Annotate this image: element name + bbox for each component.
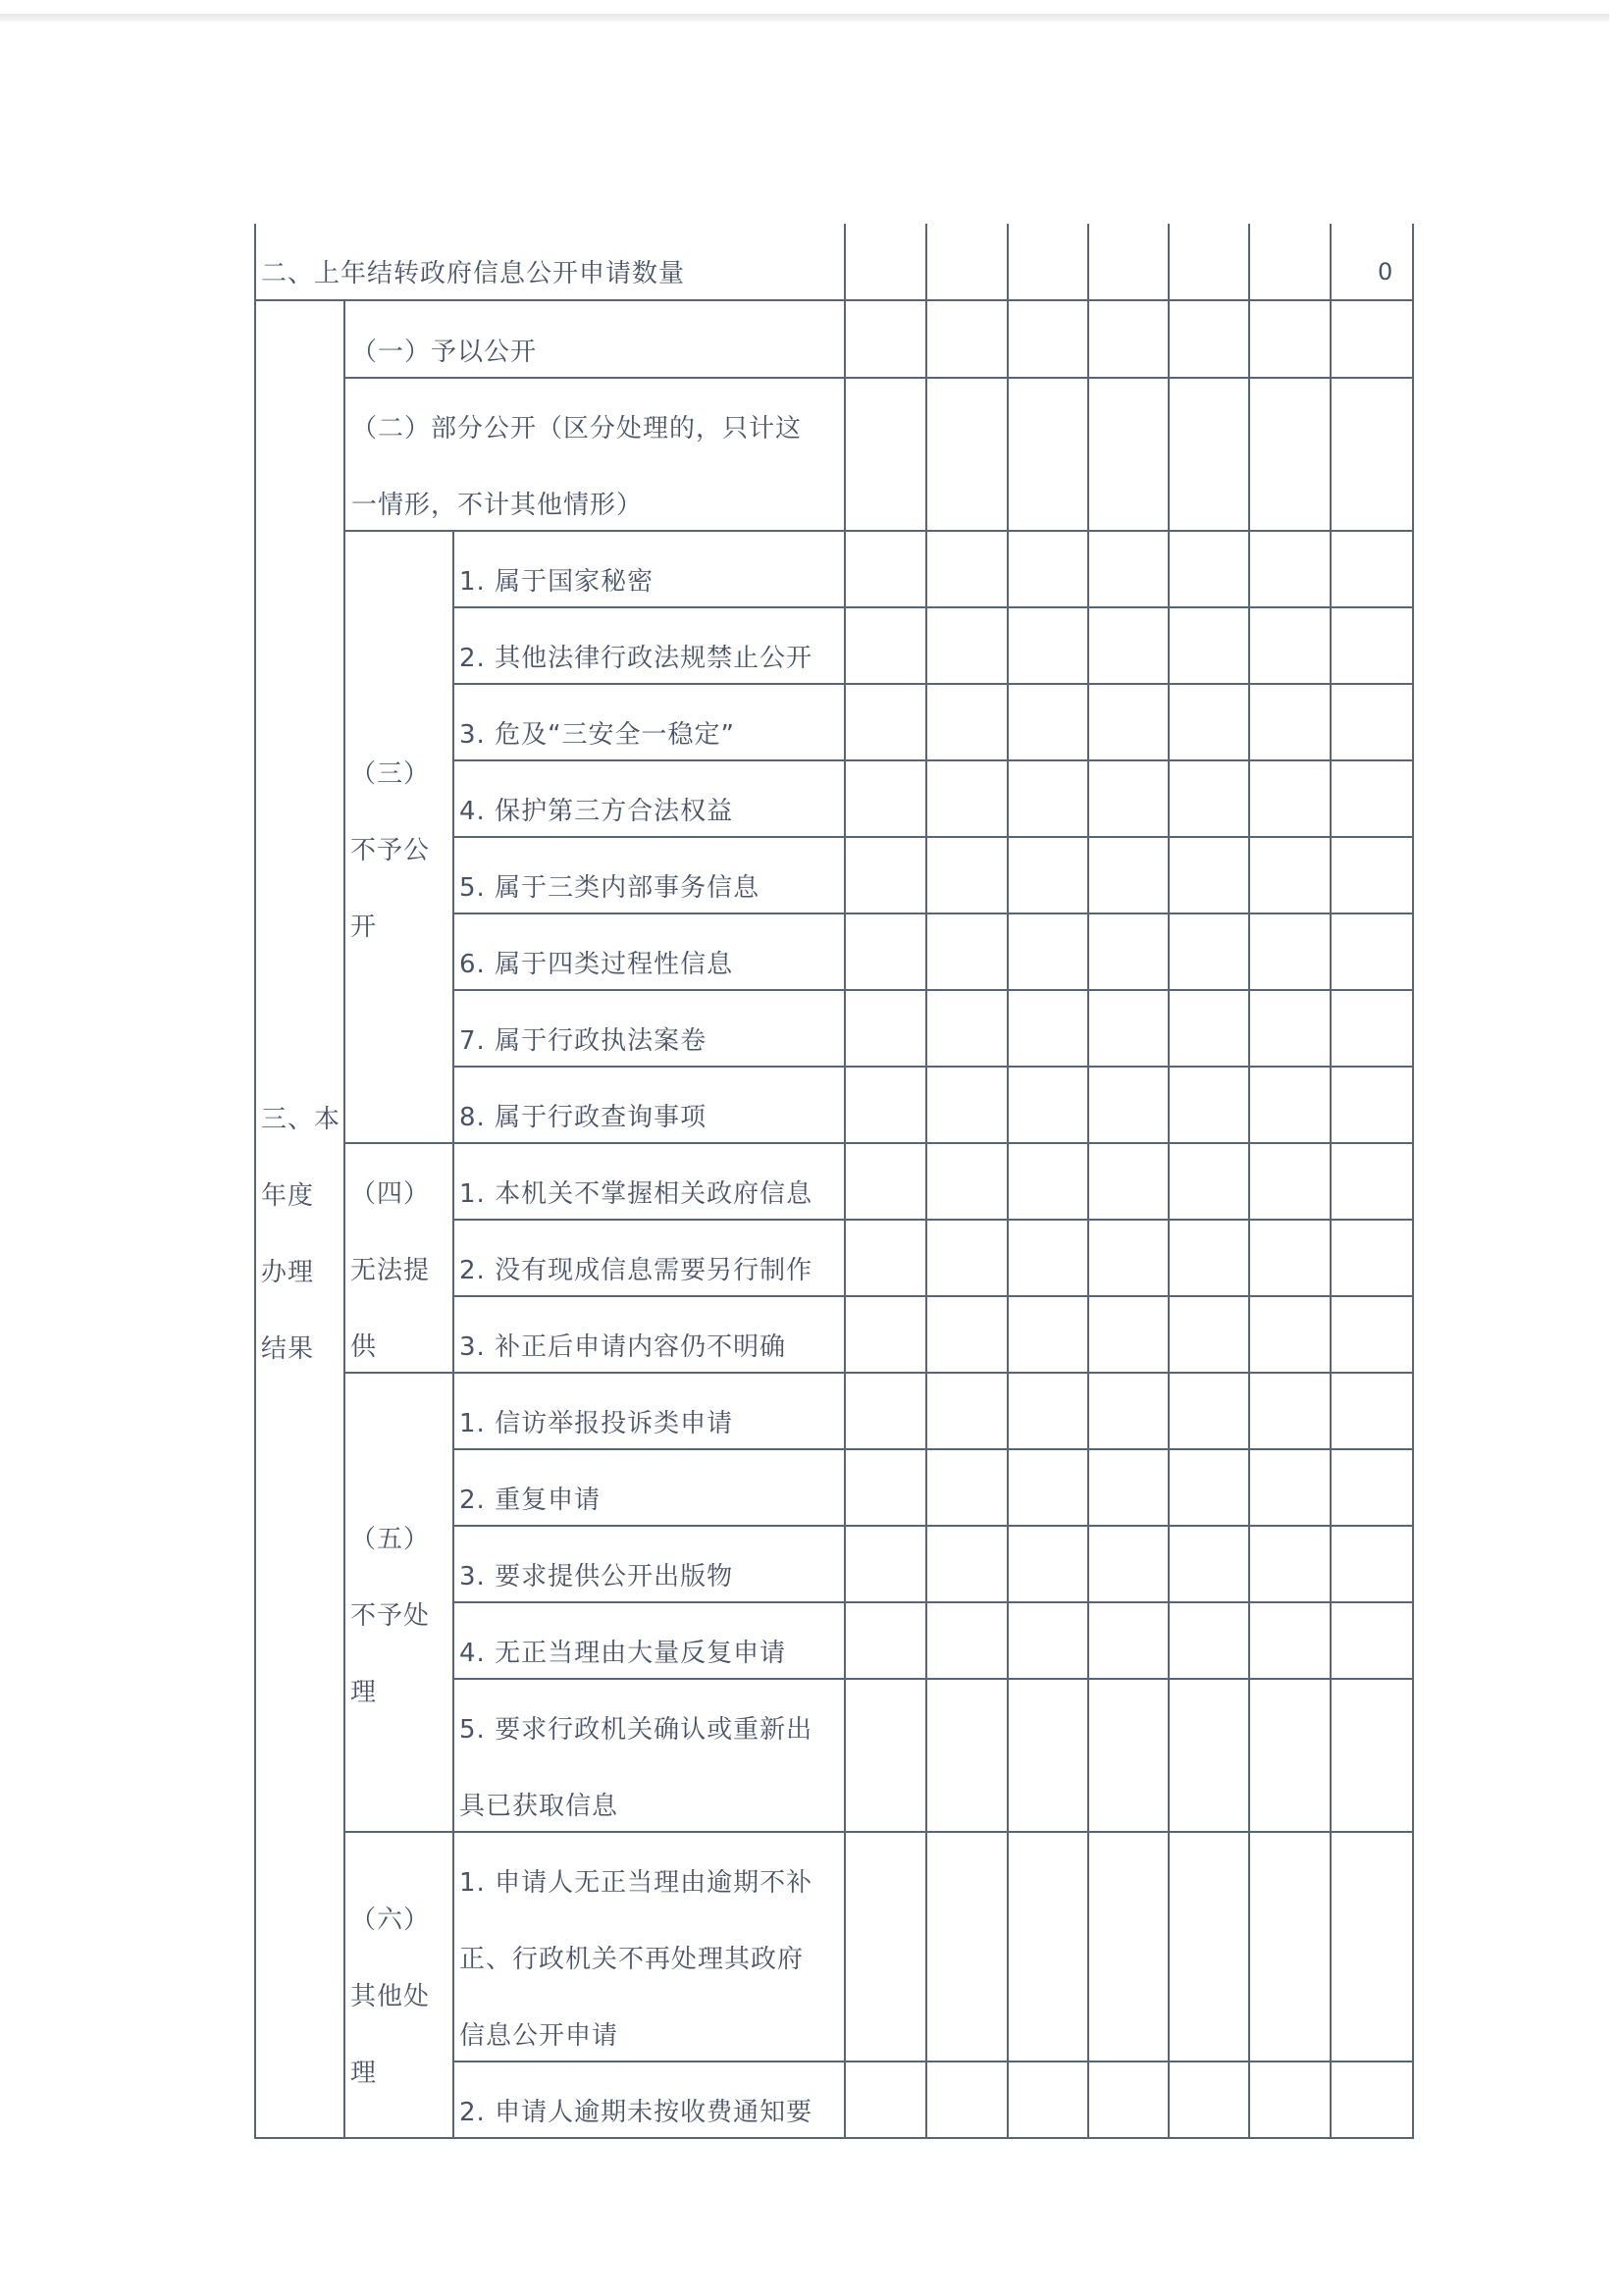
g6-item-2: 2. 申请人逾期未按收费通知要 — [459, 2098, 813, 2127]
g4-item: 1. 本机关不掌握相关政府信息 — [459, 1179, 813, 1209]
g3-item: 8. 属于行政查询事项 — [459, 1103, 707, 1132]
section3-label: 三、本 年度 办理 结果 — [261, 1105, 341, 1364]
col-line — [844, 224, 846, 2139]
col-line — [925, 224, 927, 2139]
g6-label: （六） 其他处 理 — [350, 1905, 431, 2088]
col-line — [254, 224, 256, 2139]
g1-label: （一）予以公开 — [351, 338, 538, 367]
col-line — [1330, 224, 1332, 2139]
g5-item: 2. 重复申请 — [459, 1486, 602, 1515]
g2-label: （二）部分公开（区分处理的，只计这 一情形，不计其他情形） — [351, 414, 803, 520]
g3-item: 7. 属于行政执法案卷 — [459, 1026, 707, 1056]
row-line — [254, 2137, 1414, 2139]
g5-item: 4. 无正当理由大量反复申请 — [459, 1639, 787, 1668]
g3-item: 2. 其他法律行政法规禁止公开 — [459, 644, 813, 673]
g4-label: （四） 无法提 供 — [350, 1179, 431, 1362]
col-line — [452, 530, 454, 2139]
g5-item-5: 5. 要求行政机关确认或重新出 具已获取信息 — [459, 1715, 813, 1821]
col-line — [1412, 224, 1414, 2139]
g3-label: （三） 不予公 开 — [350, 759, 431, 942]
col-line — [1007, 224, 1009, 2139]
g4-item: 2. 没有现成信息需要另行制作 — [459, 1256, 813, 1285]
col-line — [343, 299, 345, 2139]
g3-item: 5. 属于三类内部事务信息 — [459, 873, 760, 903]
carryover-value: 0 — [1378, 258, 1393, 286]
g6-item-1: 1. 申请人无正当理由逾期不补 正、行政机关不再处理其政府 信息公开申请 — [459, 1868, 813, 2051]
col-line — [1248, 224, 1250, 2139]
g3-item: 3. 危及“三安全一稳定” — [459, 720, 736, 750]
g5-label: （五） 不予处 理 — [350, 1525, 431, 1707]
scan-edge — [0, 14, 1609, 22]
g5-item: 3. 要求提供公开出版物 — [459, 1562, 734, 1592]
g4-item: 3. 补正后申请内容仍不明确 — [459, 1332, 787, 1362]
g3-item: 1. 属于国家秘密 — [459, 567, 654, 597]
g3-item: 4. 保护第三方合法权益 — [459, 797, 734, 826]
g3-item: 6. 属于四类过程性信息 — [459, 950, 734, 979]
col-line — [1087, 224, 1089, 2139]
g5-item: 1. 信访举报投诉类申请 — [459, 1409, 734, 1438]
col-line — [1168, 224, 1170, 2139]
carryover-label: 二、上年结转政府信息公开申请数量 — [261, 259, 686, 288]
